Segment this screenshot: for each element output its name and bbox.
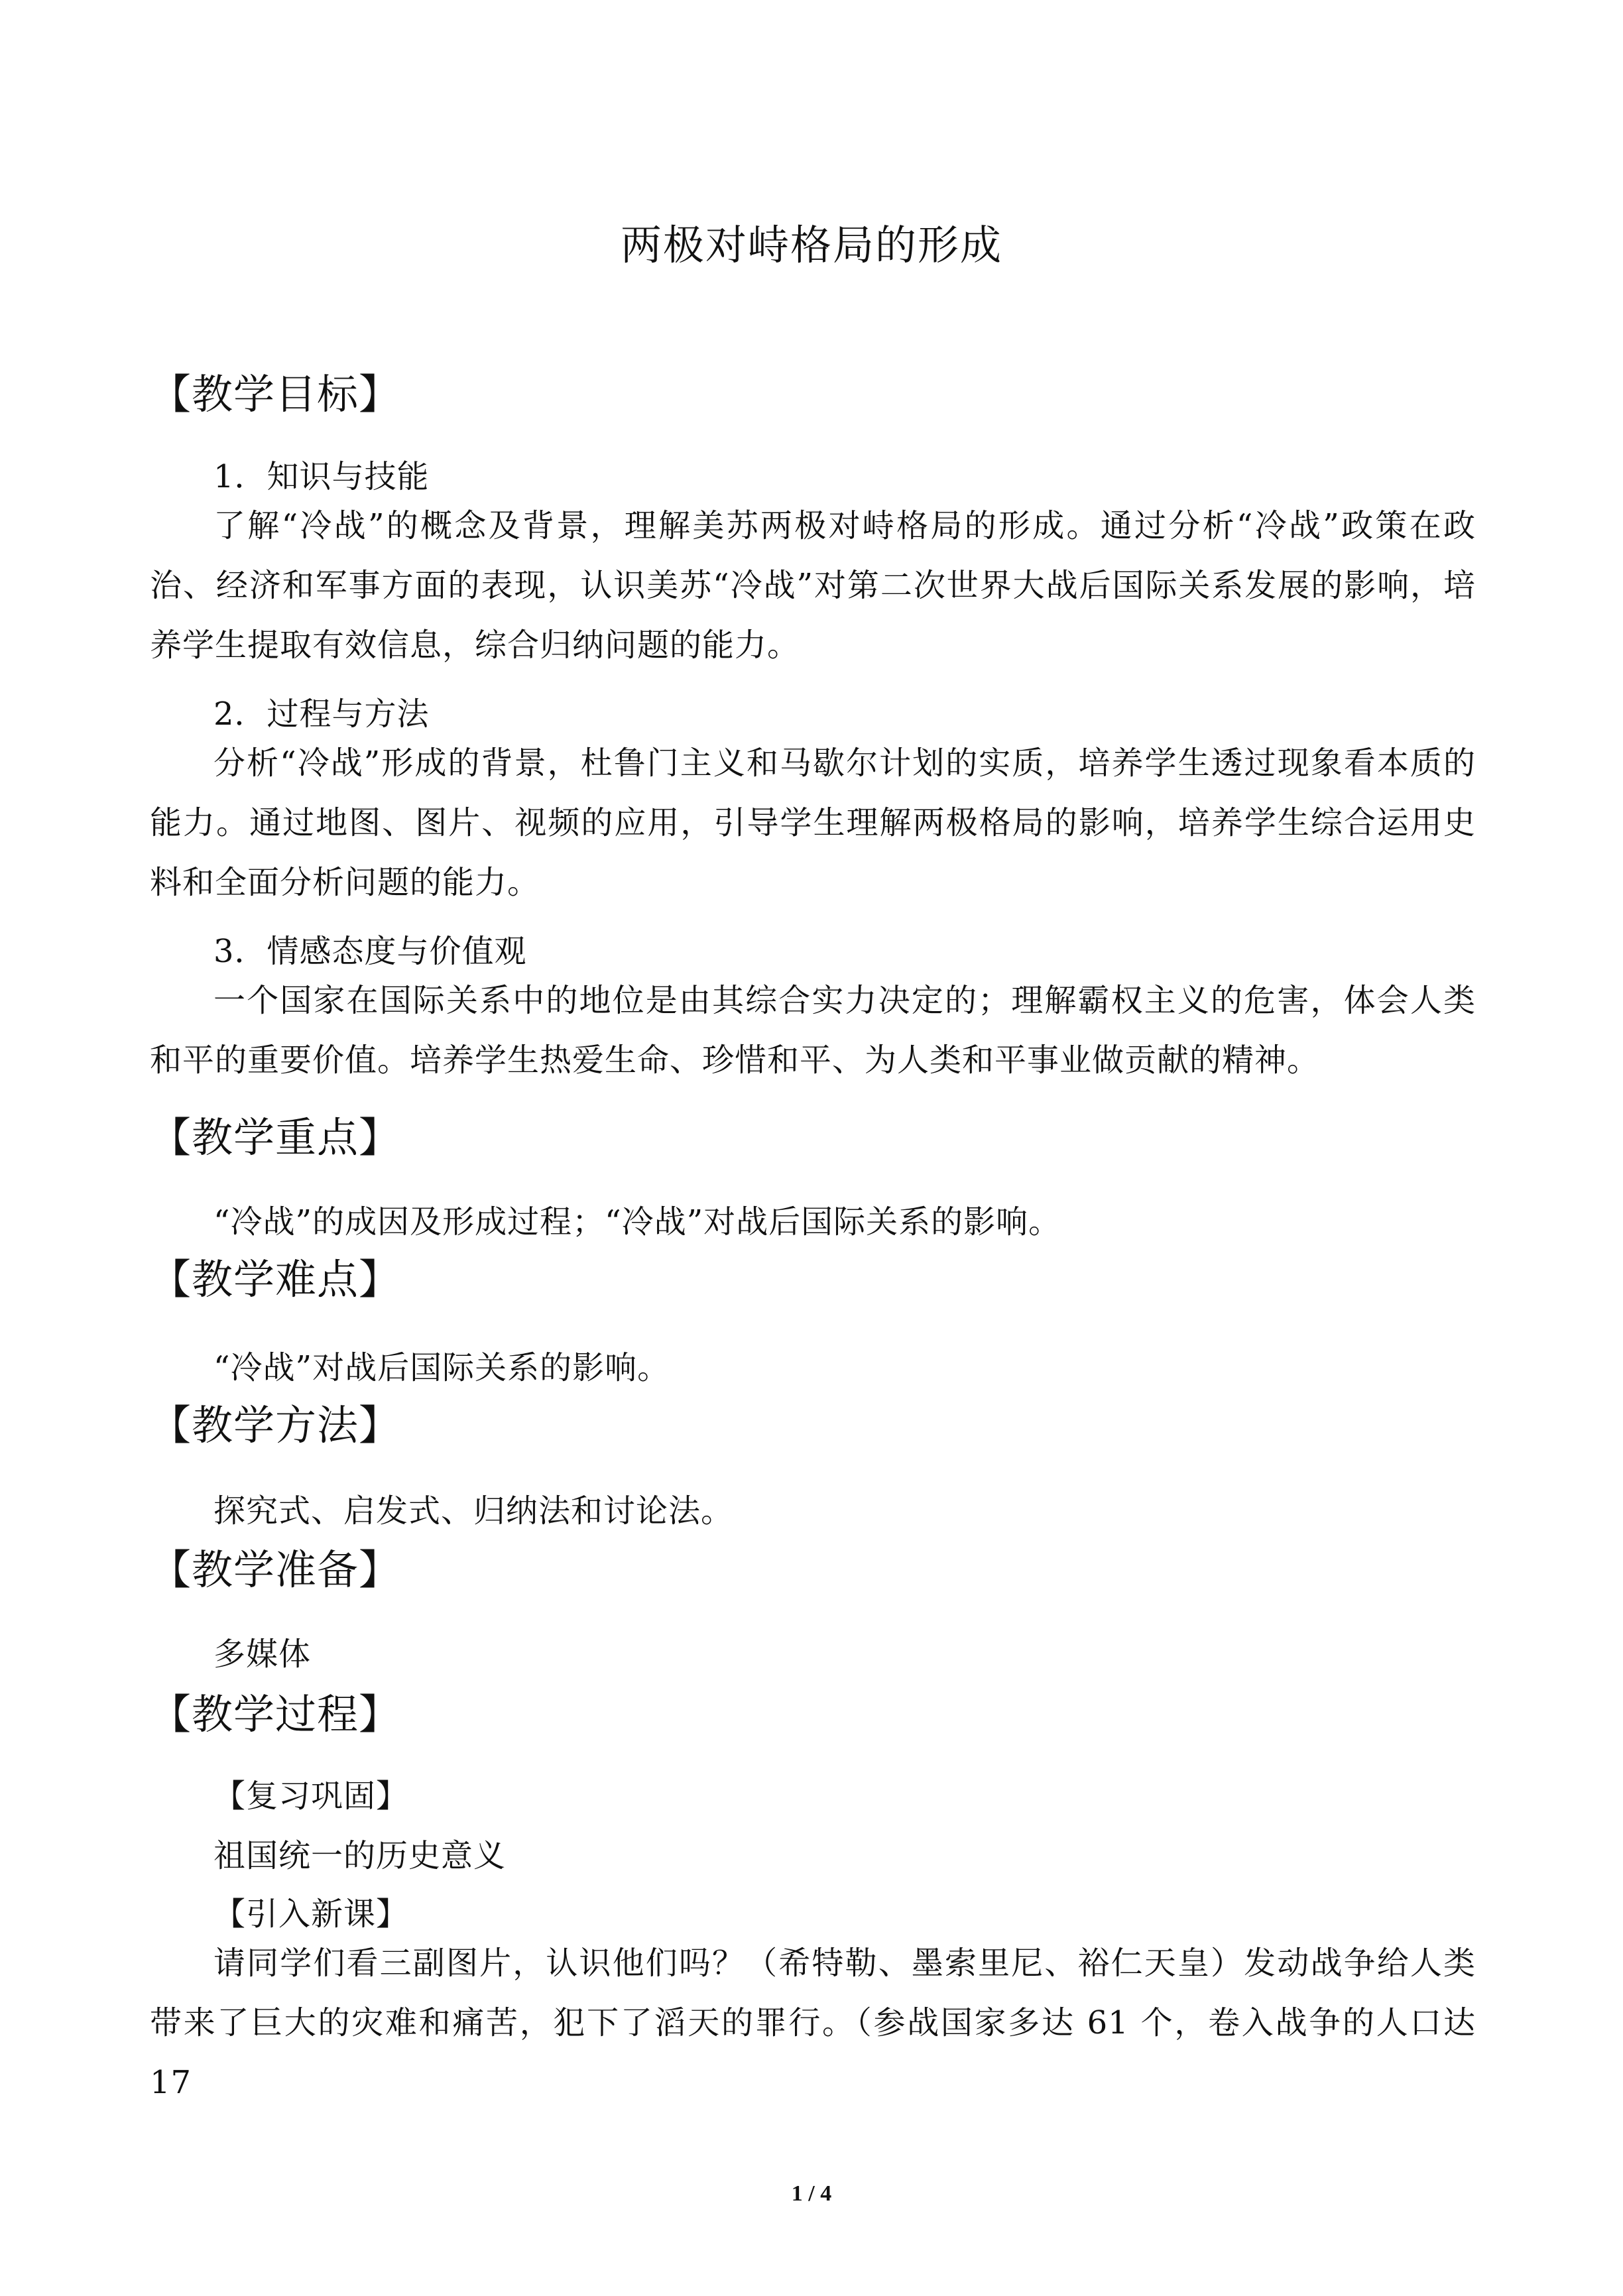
- goal-3-text: 一个国家在国际关系中的地位是由其综合实力决定的；理解霸权主义的危害，体会人类和平的重要价值。培养学生热爱生命、珍惜和平、为人类和平事业做贡献的精神。: [150, 982, 1476, 1079]
- document-title: 两极对峙格局的形成: [620, 221, 1002, 269]
- goal-3-title: 3．情感态度与价值观: [213, 933, 527, 970]
- section-heading-process: 【教学过程】: [150, 1690, 401, 1738]
- goal-1-text: 了解“冷战”的概念及背景，理解美苏两极对峙格局的形成。通过分析“冷战”政策在政治、经济和军事方面的表现，认识美苏“冷战”对第二次世界大战后国际关系发展的影响，培养学生提取有效信息，综合归纳问题的能力。: [150, 507, 1476, 664]
- review-label: 【复习巩固】: [213, 1778, 409, 1815]
- goal-1-title: 1．知识与技能: [213, 458, 430, 495]
- section-heading-methods: 【教学方法】: [150, 1401, 401, 1449]
- review-text: 祖国统一的历史意义: [213, 1837, 507, 1874]
- section-heading-goals: 【教学目标】: [150, 370, 401, 418]
- section-heading-preparation: 【教学准备】: [150, 1545, 401, 1594]
- methods-text: 探究式、启发式、归纳法和讨论法。: [213, 1492, 734, 1530]
- section-heading-difficulties: 【教学难点】: [150, 1255, 401, 1303]
- goal-2-title: 2．过程与方法: [213, 695, 430, 733]
- key-points-text: “冷战”的成因及形成过程；“冷战”对战后国际关系的影响。: [213, 1203, 1061, 1240]
- intro-text: 请同学们看三副图片，认识他们吗？（希特勒、墨索里尼、裕仁天皇）发动战争给人类带来了巨大的灾难和痛苦，犯下了滔天的罪行。（参战国家多达 61 个，卷入战争的人口达 17: [150, 1945, 1476, 2101]
- section-heading-key-points: 【教学重点】: [150, 1113, 401, 1162]
- goal-2-text: 分析“冷战”形成的背景，杜鲁门主义和马歇尔计划的实质，培养学生透过现象看本质的能力。通过地图、图片、视频的应用，引导学生理解两极格局的影响，培养学生综合运用史料和全面分析问题的能力。: [150, 745, 1476, 901]
- page-number: 1 / 4: [791, 2181, 832, 2206]
- intro-label: 【引入新课】: [213, 1896, 409, 1933]
- preparation-text: 多媒体: [213, 1636, 312, 1673]
- difficulties-text: “冷战”对战后国际关系的影响。: [213, 1349, 670, 1386]
